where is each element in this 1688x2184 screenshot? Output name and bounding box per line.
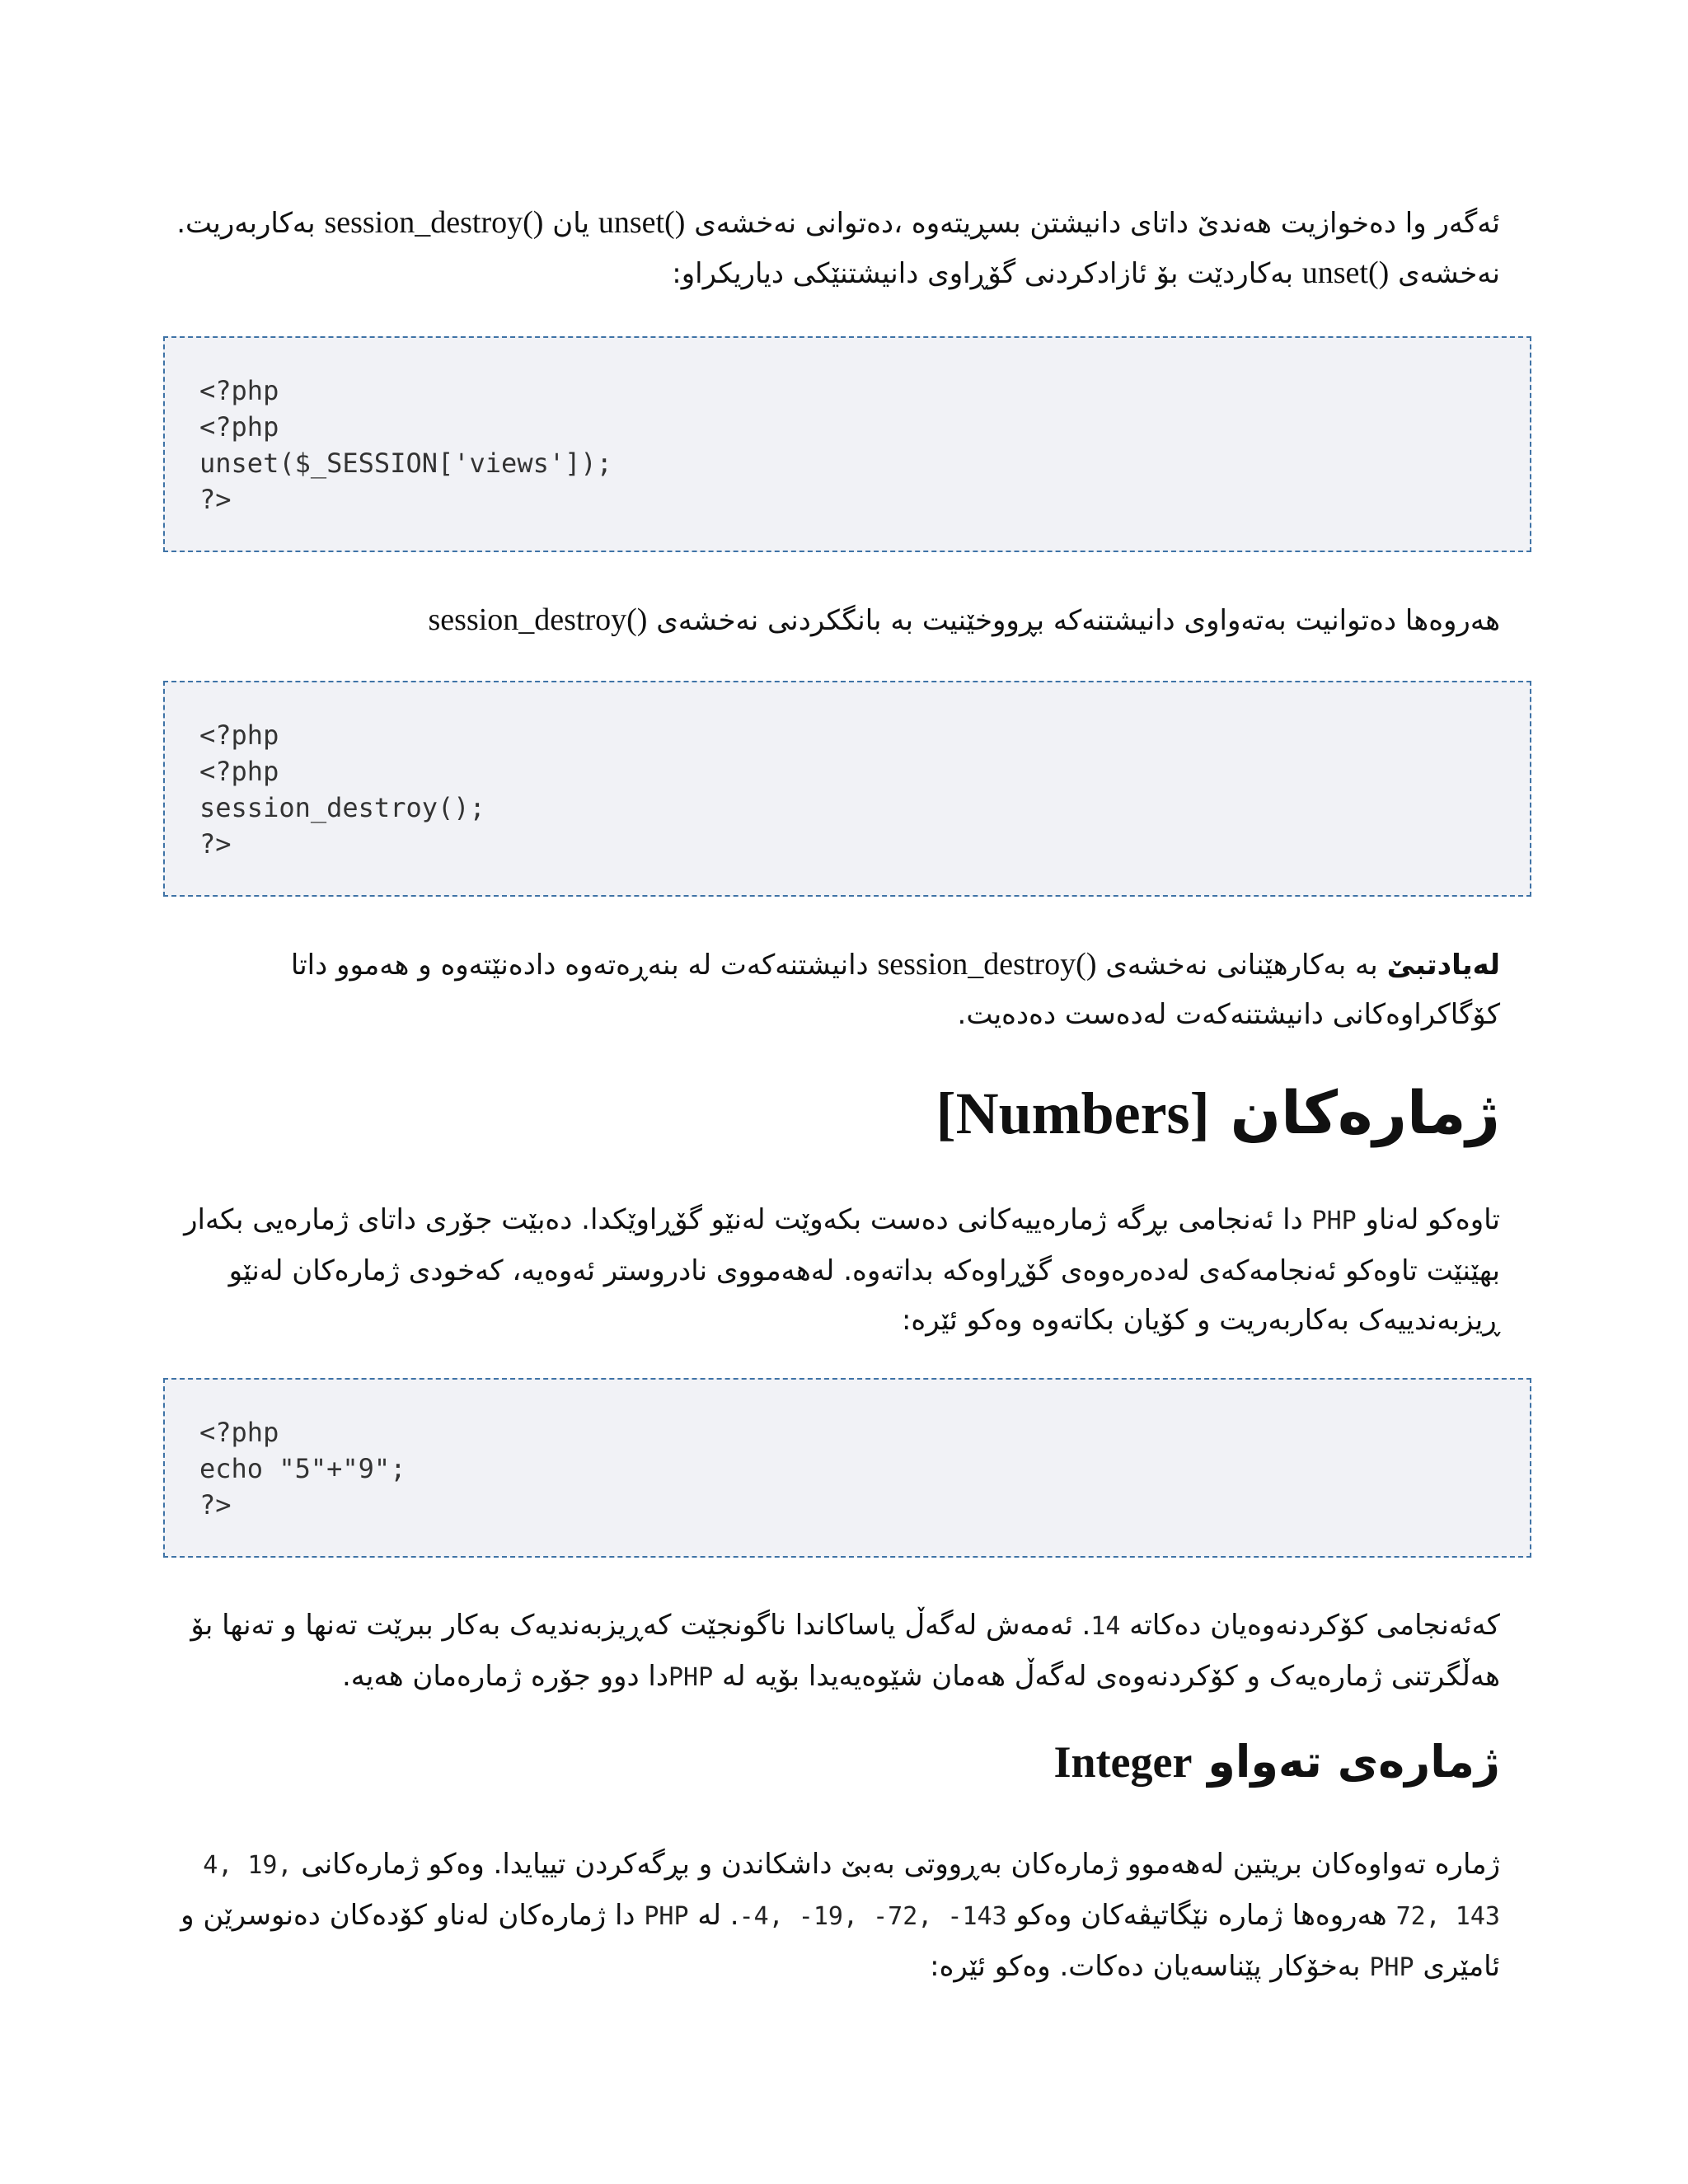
paragraph-text [165, 1840, 1500, 1993]
text-span: . ئەمەش لەگەڵ یاساکاندا ناگونجێت کەڕیزبەندیەک بەکار ببرێت تەنها و تەنها بۆ هەڵگرتنی ژمارەیەک و کۆکردنەوەی لەگەڵ هەمان شێوەیەیدا بۆیە لە [190, 1609, 1500, 1693]
paragraph-numbers-intro [165, 1195, 1500, 1345]
text-span: هەروەها دەتوانیت بەتەواوی دانیشتنەکە بڕووخێنیت بە بانگکردنی نەخشەی [656, 604, 1500, 637]
text-span: . لە [697, 1899, 739, 1932]
text-span: یان [552, 207, 590, 240]
text-span: بەخۆکار پێناسەیان دەکات. وەکو ئێرە: [930, 1950, 1361, 1983]
inline-code: PHP [1311, 1207, 1357, 1235]
function-name: session_destroy() [428, 602, 648, 637]
code-line: <?php [199, 411, 279, 443]
text-span: نەخشەی [1398, 257, 1500, 290]
text-span: دا ئەنجامی بڕگە ژمارەییەکانی دەست بکەوێت لەنێو گۆڕاوێکدا. دەبێت جۆری داتای ژمارەیی بکەار بهێنێت تاوەکو ئەنجامەکەی لەدەرەوەی گۆڕاوەکە بداتەوە. لەهەمووی نادروستر ئەوەیە، کەخودی ژمارەکان لەنێو ڕیزبەندییەک بەکاربەریت و کۆیان بکاتەوە وەکو ئێرە: [184, 1203, 1500, 1337]
paragraph-integer-intro [165, 1840, 1500, 1993]
code-line: ?> [199, 828, 232, 860]
code-block-session-destroy [163, 681, 1531, 897]
paragraph-text [165, 1195, 1500, 1345]
text-span: هەروەها ژمارە نێگاتیڤەکان وەکو [1015, 1899, 1387, 1932]
code-line: <?php [199, 756, 279, 787]
heading-integer [165, 1729, 1500, 1795]
text-span: بەکاردێت بۆ ئازادکردنی گۆڕاوی دانیشتنێکی دیاریکراو: [672, 257, 1293, 290]
bold-label: لەیادتبێ [1386, 949, 1500, 982]
code-line: <?php [199, 719, 279, 751]
paragraph-text [165, 940, 1500, 1039]
text-span: کەئەنجامی کۆکردنەوەیان دەکاتە [1129, 1609, 1500, 1642]
paragraph-sum-result [165, 1601, 1500, 1703]
inline-code: -4, -19, -72, -143 [738, 1902, 1007, 1931]
text-span: دا ژمارەکان لەناو کۆدەکان دەنوسرێن و ئامێری [181, 1899, 1500, 1983]
heading-text: ژمارەی تەواو [1207, 1736, 1500, 1788]
code-line: ?> [199, 1489, 232, 1521]
heading-text: ژمارەکان [1230, 1078, 1500, 1147]
text-span: تاوەکو لەناو [1365, 1203, 1500, 1236]
inline-code: PHP [668, 1663, 714, 1692]
inline-code: PHP [1369, 1953, 1414, 1982]
function-name: unset() [1301, 255, 1390, 290]
heading-text-english: [Numbers] [935, 1080, 1210, 1146]
paragraph-line [165, 248, 1500, 298]
heading-numbers [165, 1071, 1500, 1155]
inline-code: PHP [644, 1902, 689, 1931]
paragraph-session-delete-intro [165, 198, 1500, 298]
code-line: echo "5"+"9"; [199, 1453, 406, 1484]
inline-code: 14 [1090, 1612, 1121, 1641]
function-name: session_destroy() [877, 947, 1097, 982]
code-block-unset [163, 336, 1531, 552]
code-line: <?php [199, 375, 279, 406]
code-line: ?> [199, 484, 232, 515]
text-span: ژمارە تەواوەکان بریتین لەهەموو ژمارەکان بەڕووتی بەبێ داشکاندن و بڕگەکردن تییایدا. وەکو ژمارەکانی [301, 1848, 1500, 1881]
function-name: unset() [598, 205, 686, 240]
paragraph-text [165, 1601, 1500, 1703]
text-span: دا دوو جۆرە ژمارەمان هەیە. [341, 1660, 668, 1693]
code-block-echo [163, 1378, 1531, 1558]
function-name: session_destroy() [324, 205, 544, 240]
paragraph-line [165, 595, 1500, 645]
code-line: unset($_SESSION['views']); [199, 448, 612, 479]
text-span: بە بەکارهێنانی نەخشەی [1105, 949, 1378, 982]
text-span: ئەگەر وا دەخوازیت هەندێ داتای دانیشتن بسڕیتەوە ،دەتوانی نەخشەی [694, 207, 1500, 240]
text-span: دانیشتنەکەت لە بنەڕەتەوە دادەنێتەوە و هەموو داتا کۆگاکراوەکانی دانیشتنەکەت لەدەست دەدەیت. [290, 949, 1500, 1031]
code-line: <?php [199, 1417, 279, 1448]
paragraph-session-destroy [165, 595, 1500, 645]
paragraph-line [165, 198, 1500, 248]
paragraph-reminder [165, 940, 1500, 1039]
text-span: بەکاربەریت. [176, 207, 316, 240]
heading-text-english: Integer [1053, 1737, 1193, 1787]
inline-code: 4, 19, 72, 143 [203, 1851, 1500, 1931]
code-line: session_destroy(); [199, 792, 485, 823]
